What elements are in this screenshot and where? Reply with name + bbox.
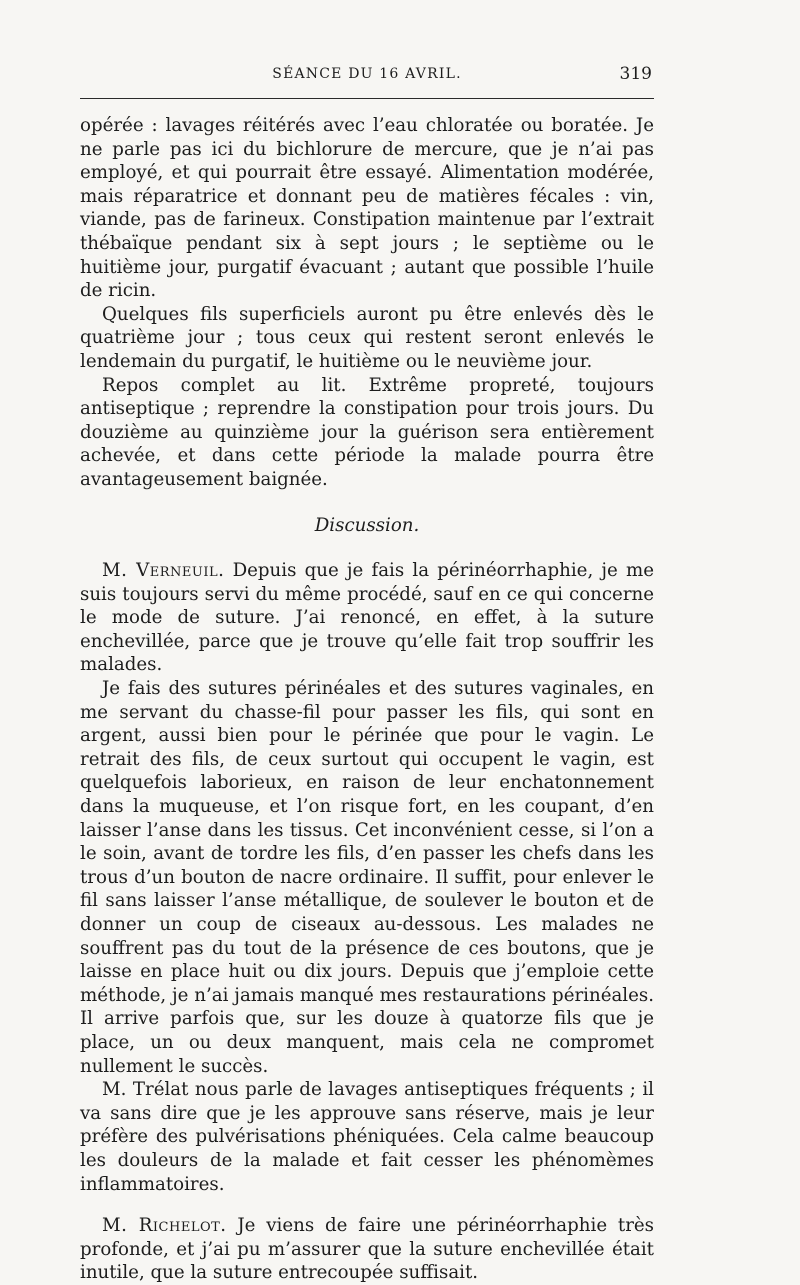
paragraph-text: Depuis que je fais la périnéorrhaphie, je me suis toujours servi du même procédé, sauf en ce qui concerne le mode de suture. J’ai renoncé, en effet, à la suture enchevillée, parce que je trouve qu’elle fait trop souffrir les malades.: [80, 560, 654, 676]
section-heading: Discussion.: [314, 514, 420, 536]
paragraph-repos: Repos complet au lit. Extrême propreté, toujours antiseptique ; reprendre la constipation pour trois jours. Du douzième au quinzième jour la guérison sera entièrement achevée, et dans cette période la malade pourra être avantageusement baignée.: [80, 374, 654, 490]
paragraph-verneuil: [80, 559, 654, 677]
body-text: [80, 114, 654, 1285]
paragraph-text: Je viens de faire une périnéorrhaphie très profonde, et j’ai pu m’assurer que la suture enchevillée était inutile, que la suture entrecoupée suffisait.: [80, 1215, 654, 1284]
speaker-name: M. Richelot.: [102, 1215, 227, 1237]
speaker-name: M. Verneuil.: [102, 560, 225, 582]
page-number: 319: [619, 64, 652, 84]
header-rule: [80, 98, 654, 99]
paragraph-gap: [80, 1196, 654, 1214]
running-title: SÉANCE DU 16 AVRIL.: [272, 66, 462, 82]
paragraph-sutures: Je fais des sutures périnéales et des sutures vaginales, en me servant du chasse-fil pour passer les fils, qui sont en argent, aussi bien pour le périnée que pour le vagin. Le retrait des fils, de ceux surtout qui occupent le vagin, est quelquefois laborieux, en raison de leur enchatonnement dans la muqueuse, et l’on risque fort, en les coupant, d’en laisser l’anse dans les tissus. Cet inconvénient cesse, si l’on a le soin, avant de tordre les fils, d’en passer les chefs dans les trous d’un bouton de nacre ordinaire. Il suffit, pour enlever le fil sans laisser l’anse métallique, de soulever le bouton et de donner un coup de ciseaux au-dessous. Les malades ne souffrent pas du tout de la présence de ces boutons, que je laisse en place huit ou dix jours. Depuis que j’emploie cette méthode, je n’ai jamais manqué mes restaurations périnéales. Il arrive parfois que, sur les douze à quatorze fils que je place, un ou deux manquent, mais cela ne compromet nullement le succès.: [80, 678, 654, 1077]
paragraph-trelat: M. Trélat nous parle de lavages antiseptiques fréquents ; il va sans dire que je les approuve sans réserve, mais je leur préfère des pulvérisations phéniquées. Cela calme beaucoup les douleurs de la malade et fait cesser les phénomèmes inflammatoires.: [80, 1079, 654, 1195]
paragraph-continuation: opérée : lavages réitérés avec l’eau chloratée ou boratée. Je ne parle pas ici du bichlorure de mercure, que je n’ai pas employé, et qui pourrait être essayé. Alimentation modérée, mais réparatrice et donnant peu de matières fécales : vin, viande, pas de farineux. Constipation maintenue par l’extrait thébaïque pendant six à sept jours ; le septième ou le huitième jour, purgatif évacuant ; autant que possible l’huile de ricin.: [80, 115, 654, 302]
paragraph-fils: Quelques fils superficiels auront pu être enlevés dès le quatrième jour ; tous ceux qui restent seront enlevés le lendemain du purgatif, le huitième ou le neuvième jour.: [80, 303, 654, 372]
paragraph-richelot: [80, 1214, 654, 1285]
running-head: [80, 64, 654, 86]
